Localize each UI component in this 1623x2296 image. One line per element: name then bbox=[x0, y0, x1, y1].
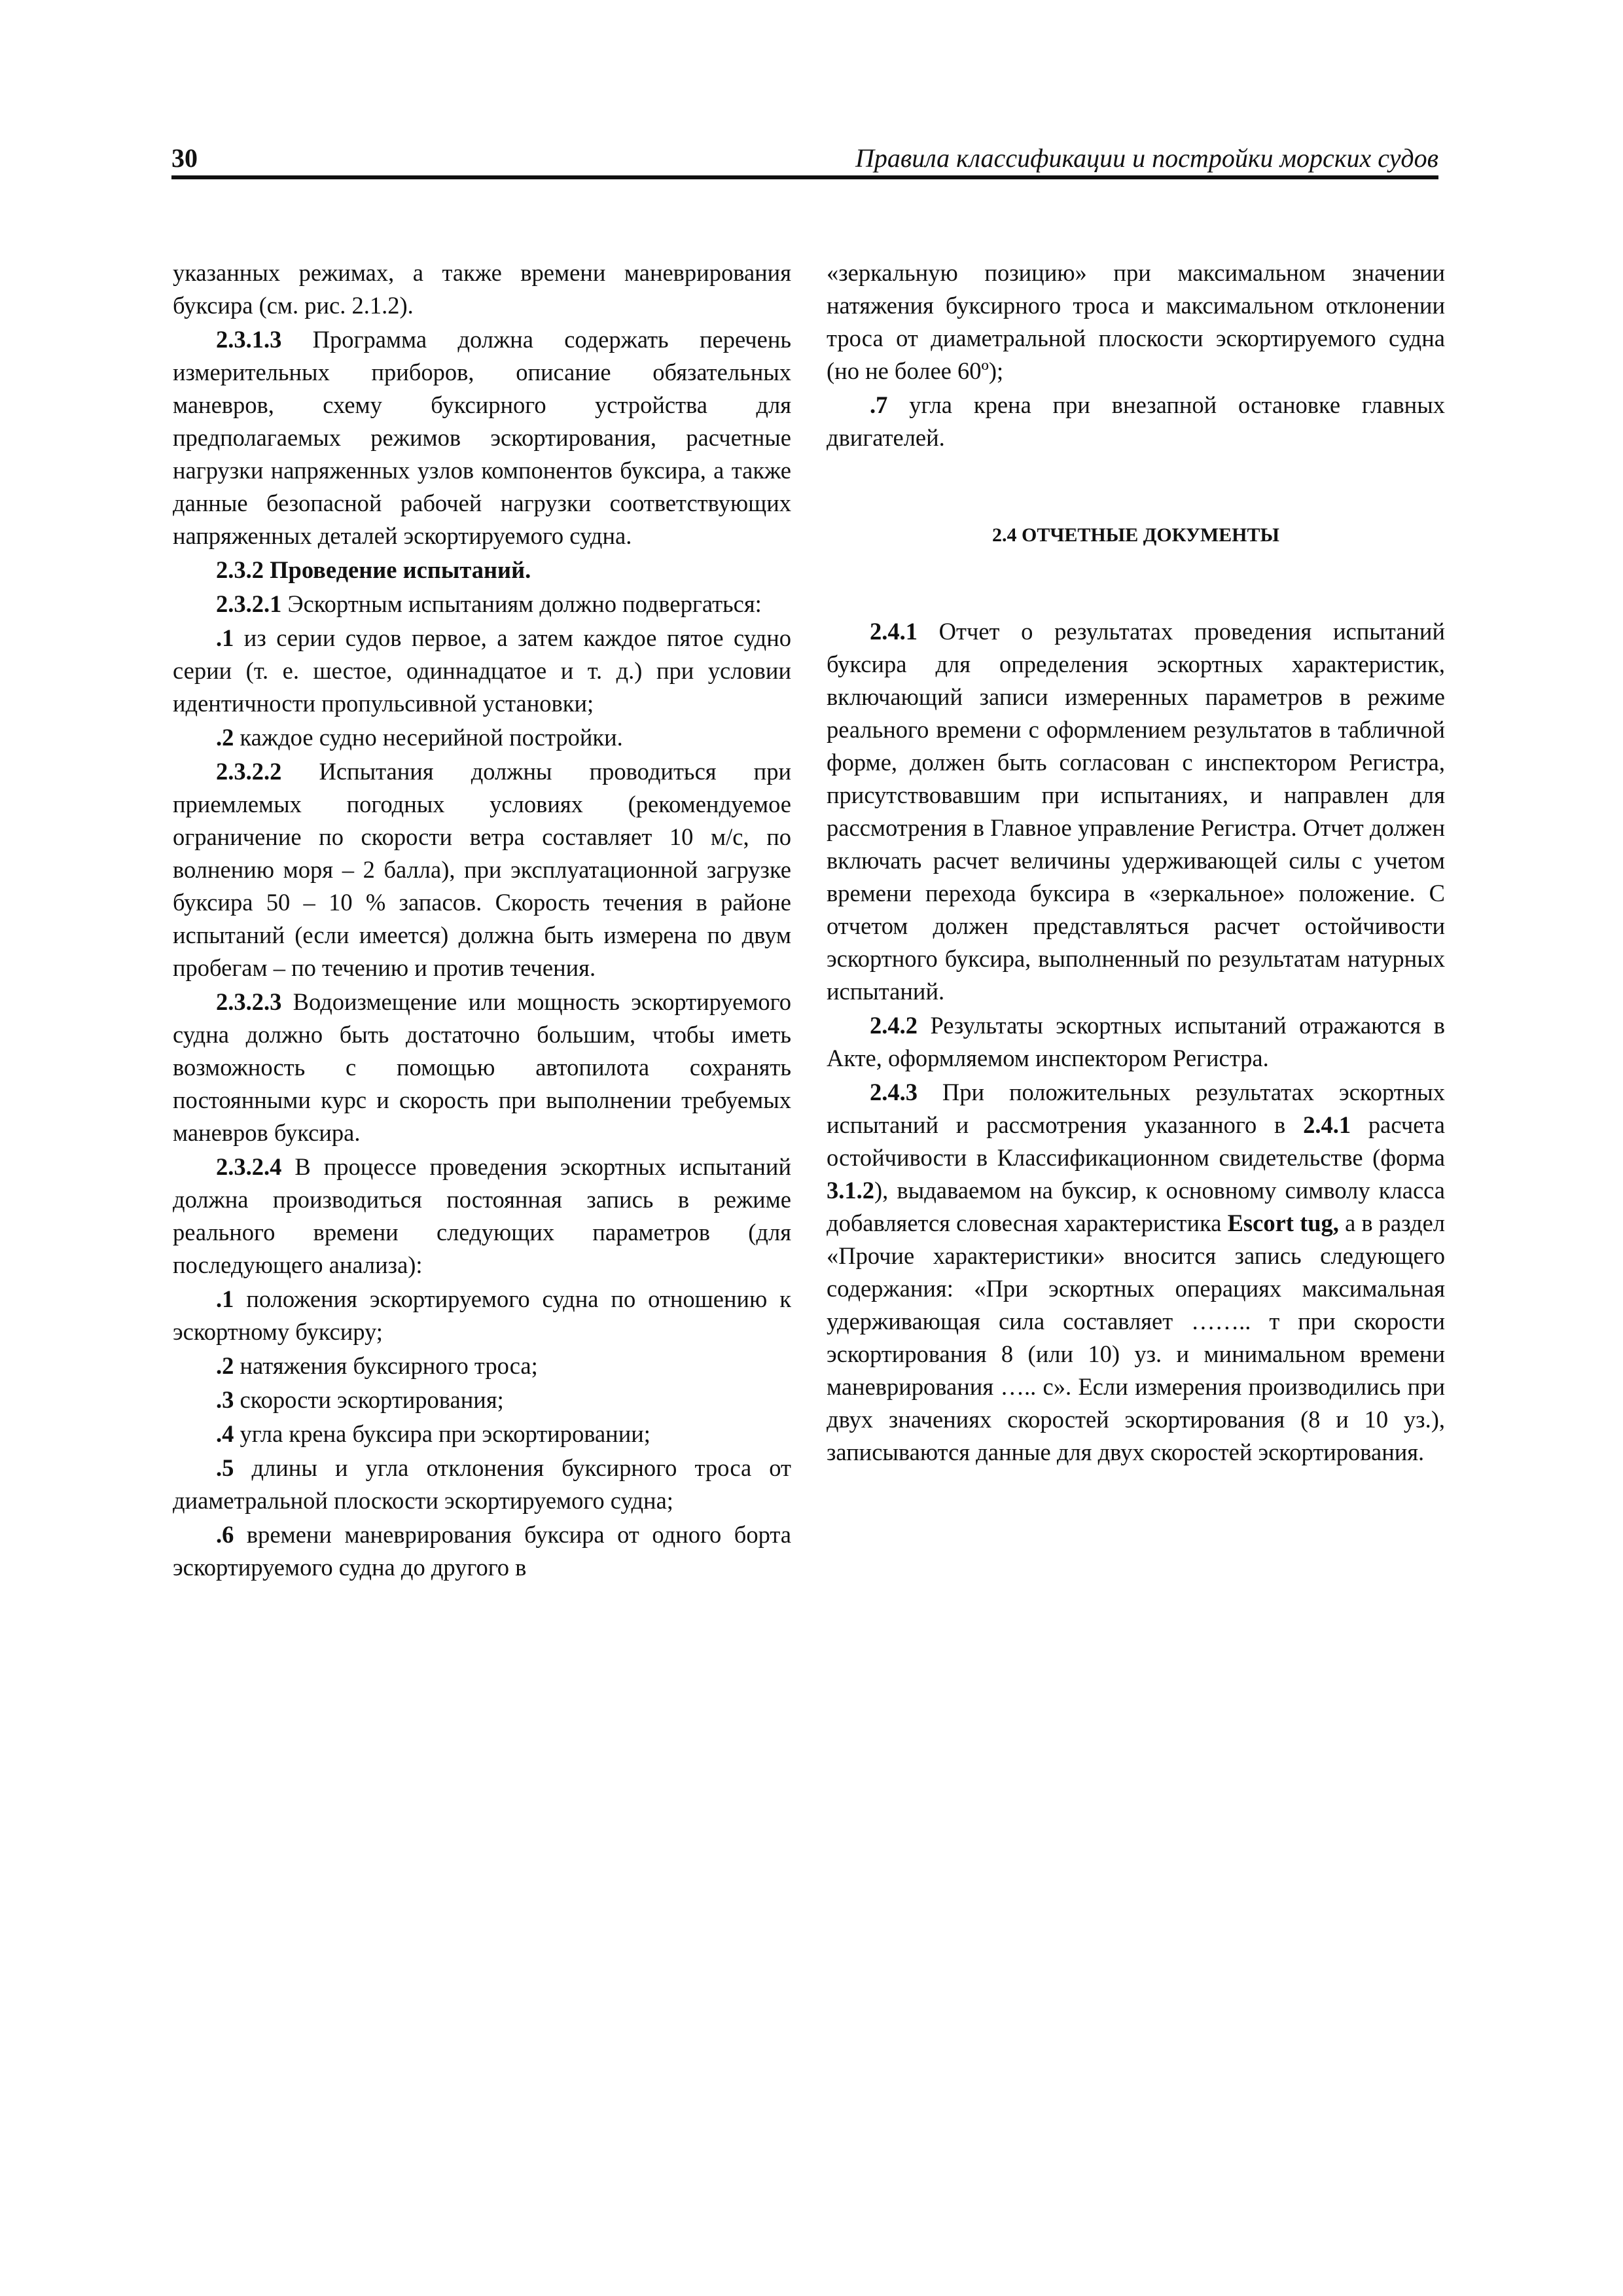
clause-number: 2.3.2.1 bbox=[216, 590, 282, 617]
paragraph-2-3-2-2 bbox=[173, 755, 791, 984]
clause-text: ), выдаваемом на буксир, к основному символу класса добавляется словесная характеристика bbox=[827, 1177, 1445, 1236]
clause-text: расчета остойчивости в Классификационном свидетельстве (форма bbox=[827, 1111, 1445, 1171]
item-number: .3 bbox=[216, 1386, 234, 1413]
list-item bbox=[173, 1350, 791, 1382]
clause-text: Эскортным испытаниям должно подвергаться: bbox=[281, 590, 762, 617]
list-item bbox=[173, 622, 791, 720]
item-text: угла крена буксира при эскортировании; bbox=[234, 1420, 651, 1447]
list-item bbox=[827, 389, 1445, 454]
clause-number: 2.4.1 bbox=[870, 618, 918, 645]
page-number: 30 bbox=[171, 143, 198, 173]
clause-number: 2.3.1.3 bbox=[216, 326, 282, 353]
list-item bbox=[173, 1384, 791, 1416]
form-reference: 3.1.2 bbox=[827, 1177, 874, 1204]
list-item bbox=[173, 1518, 791, 1584]
paragraph: «зеркальную позицию» при максимальном значении натяжения буксирного троса и максимальном отклонении троса от диаметральной плоскости эскортируемого судна (но не более 60º); bbox=[827, 259, 1445, 384]
list-item bbox=[173, 1452, 791, 1517]
clause-text: Испытания должны проводиться при приемлемых погодных условиях (рекомендуемое ограничение по скорости ветра составляет 10 м/с, по волнению моря – 2 балла), при эксплуатационной загрузке буксира 50 – 10 % запасов. Скорость течения в районе испытаний (если имеется) должна быть измерена по двум пробегам – по течению и против течения. bbox=[173, 758, 791, 981]
cross-reference: 2.4.1 bbox=[1303, 1111, 1351, 1138]
paragraph-2-3-2 bbox=[173, 554, 791, 586]
paragraph: указанных режимах, а также времени маневрирования буксира (см. рис. 2.1.2). bbox=[173, 259, 791, 319]
item-text: скорости эскортирования; bbox=[234, 1386, 504, 1413]
clause-number: 2.3.2.4 bbox=[216, 1153, 282, 1180]
clause-number: 2.4.2 bbox=[870, 1012, 918, 1039]
item-text: натяжения буксирного троса; bbox=[234, 1352, 538, 1379]
paragraph-2-4-2 bbox=[827, 1009, 1445, 1075]
header-rule bbox=[171, 175, 1438, 179]
clause-number: 2.3.2.3 bbox=[216, 988, 282, 1015]
paragraph-2-4-3 bbox=[827, 1076, 1445, 1469]
item-number: .2 bbox=[216, 724, 234, 751]
item-number: .4 bbox=[216, 1420, 234, 1447]
list-item bbox=[173, 721, 791, 754]
item-text: каждое судно несерийной постройки. bbox=[234, 724, 623, 751]
paragraph-2-3-2-4 bbox=[173, 1151, 791, 1282]
paragraph-2-3-1-3 bbox=[173, 323, 791, 552]
clause-number: 2.3.2 bbox=[216, 556, 264, 583]
item-number: .6 bbox=[216, 1521, 234, 1548]
clause-text: При положительных результатах эскортных испытаний и рассмотрения указанного в bbox=[827, 1079, 1445, 1138]
item-number: .2 bbox=[216, 1352, 234, 1379]
section-heading: 2.4 ОТЧЕТНЫЕ ДОКУМЕНТЫ bbox=[992, 524, 1279, 546]
paragraph-2-3-2-3 bbox=[173, 986, 791, 1149]
clause-text: Программа должна содержать перечень измерительных приборов, описание обязательных маневров, схему буксирного устройства для предполагаемых режимов эскортирования, расчетные нагрузки напряженных узлов компонентов буксира, а также данные безопасной рабочей нагрузки соответствующих напряженных деталей эскортируемого судна. bbox=[173, 326, 791, 549]
item-number: .5 bbox=[216, 1454, 234, 1481]
item-text: угла крена при внезапной остановке главных двигателей. bbox=[827, 391, 1445, 451]
clause-text: а в раздел «Прочие характеристики» вносится запись следующего содержания: «При эскортных операциях максимальная удерживающая сила составляет …….. т при скорости эскортирования 8 (или 10) уз. и минимальном времени маневрирования ….. с». Если измерения производились при двух значениях скоростей эскортирования (8 и 10 уз.), записываются данные для двух скоростей эскортирования. bbox=[827, 1210, 1445, 1465]
item-number: .7 bbox=[870, 391, 888, 418]
left-column bbox=[173, 257, 791, 1585]
paragraph-2-4-1 bbox=[827, 615, 1445, 1008]
class-notation: Escort tug, bbox=[1227, 1210, 1339, 1236]
item-text: из серии судов первое, а затем каждое пятое судно серии (т. е. шестое, одиннадцатое и т. д.) при условии идентичности пропульсивной установки; bbox=[173, 624, 791, 717]
clause-number: 2.3.2.2 bbox=[216, 758, 282, 785]
clause-text: В процессе проведения эскортных испытаний должна производиться постоянная запись в режиме реального времени следующих параметров (для последующего анализа): bbox=[173, 1153, 791, 1278]
clause-text: Водоизмещение или мощность эскортируемого судна должно быть достаточно большим, чтобы иметь возможность с помощью автопилота сохранять постоянными курс и скорость при выполнении требуемых маневров буксира. bbox=[173, 988, 791, 1146]
clause-number: 2.4.3 bbox=[870, 1079, 918, 1105]
list-item bbox=[173, 1283, 791, 1348]
item-text: длины и угла отклонения буксирного троса от диаметральной плоскости эскортируемого судна; bbox=[173, 1454, 791, 1514]
paragraph-2-3-2-1 bbox=[173, 588, 791, 620]
running-title: Правила классификации и постройки морских судов bbox=[855, 143, 1438, 173]
right-column bbox=[827, 257, 1445, 1470]
item-text: положения эскортируемого судна по отношению к эскортному буксиру; bbox=[173, 1285, 791, 1345]
item-number: .1 bbox=[216, 1285, 234, 1312]
clause-text: Результаты эскортных испытаний отражаются в Акте, оформляемом инспектором Регистра. bbox=[827, 1012, 1445, 1071]
clause-text: Отчет о результатах проведения испытаний буксира для определения эскортных характеристик, включающий записи измеренных параметров в режиме реального времени с оформлением результатов в табличной форме, должен быть согласован с инспектором Регистра, присутствовавшим при испытаниях, и направлен для рассмотрения в Главное управление Регистра. Отчет должен включать расчет величины удерживающей силы с учетом времени перехода буксира в «зеркальное» положение. С отчетом должен представляться расчет остойчивости эскортного буксира, выполненный по результатам натурных испытаний. bbox=[827, 618, 1445, 1005]
list-item bbox=[173, 1418, 791, 1450]
item-text: времени маневрирования буксира от одного борта эскортируемого судна до другого в bbox=[173, 1521, 791, 1581]
clause-text: Проведение испытаний. bbox=[264, 556, 531, 583]
item-number: .1 bbox=[216, 624, 234, 651]
